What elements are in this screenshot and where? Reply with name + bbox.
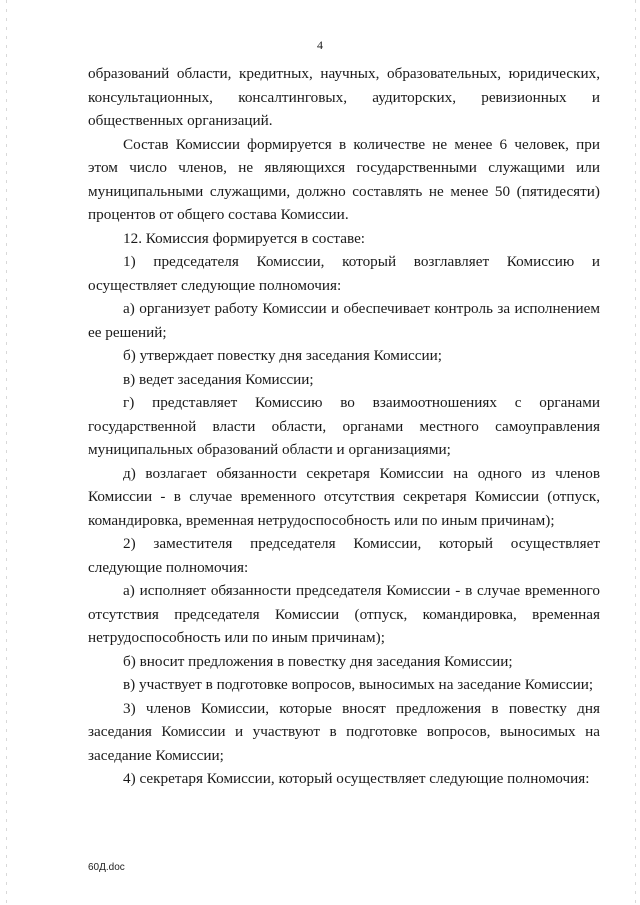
paragraph: г) представляет Комиссию во взаимоотношениях с органами государственной власти области, органами местного самоуправления муниципальных образований области и организациями; xyxy=(88,394,600,458)
paragraph: б) вносит предложения в повестку дня заседания Комиссии; xyxy=(123,652,513,670)
paragraph: образований области, кредитных, научных, образовательных, юридических, консультационных, консалтинговых, аудиторских, ревизионных и общественных организаций. xyxy=(88,65,600,129)
page-number: 4 xyxy=(317,38,323,52)
paragraph: в) участвует в подготовке вопросов, выносимых на заседание Комиссии; xyxy=(123,676,594,693)
paragraph: д) возлагает обязанности секретаря Комиссии на одного из членов Комиссии - в случае временного отсутствия секретаря Комиссии (отпуск, командировка, временная нетрудоспособность или по иным причинам); xyxy=(88,464,600,529)
paragraph: 12. Комиссия формируется в составе: xyxy=(123,229,366,247)
paragraph: Состав Комиссии формируется в количестве не менее 6 человек, при этом число членов, не являющихся государственными служащими или муниципальными служащими, должно составлять не менее 50 (пятидесяти) процентов от общего состава Комиссии. xyxy=(88,135,600,223)
paragraph: 3) членов Комиссии, которые вносят предложения в повестку дня заседания Комиссии и участвуют в подготовке вопросов, выносимых на заседание Комиссии; xyxy=(88,699,600,764)
paragraph: 4) секретаря Комиссии, который осуществляет следующие полномочия: xyxy=(123,770,590,787)
paragraph: 2) заместителя председателя Комиссии, который осуществляет следующие полномочия: xyxy=(88,535,600,576)
paragraph: а) организует работу Комиссии и обеспечивает контроль за исполнением ее решений; xyxy=(88,300,600,341)
file-name-footer: 60Д.doc xyxy=(88,862,125,873)
paragraph: 1) председателя Комиссии, который возглавляет Комиссию и осуществляет следующие полномочия: xyxy=(88,253,600,294)
paragraph: в) ведет заседания Комиссии; xyxy=(123,370,314,388)
scan-edge-left xyxy=(6,0,7,905)
paragraph: б) утверждает повестку дня заседания Комиссии; xyxy=(123,347,442,364)
scan-edge-right xyxy=(635,0,636,905)
document-body xyxy=(88,62,600,791)
paragraph: а) исполняет обязанности председателя Комиссии - в случае временного отсутствия председателя Комиссии (отпуск, командировка, временная нетрудоспособность или по иным причинам); xyxy=(88,582,600,646)
